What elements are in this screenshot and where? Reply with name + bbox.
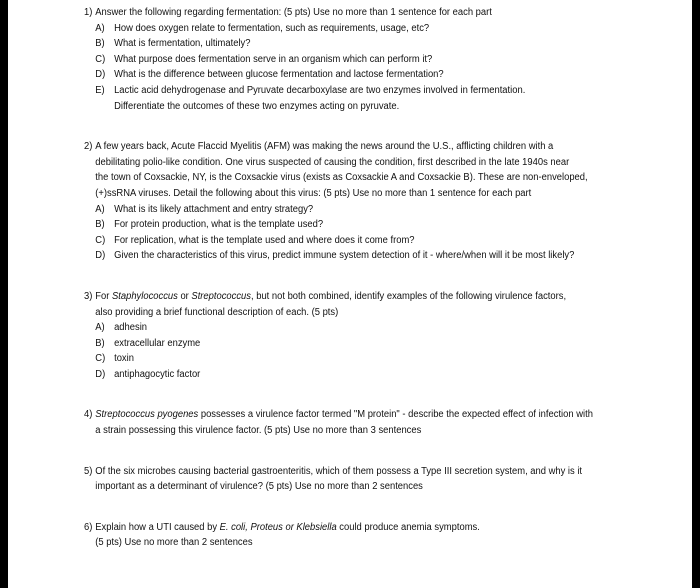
sub-item xyxy=(95,233,610,249)
question-sheet xyxy=(84,5,610,551)
sub-item-letter: D) xyxy=(95,368,106,380)
question-6-header xyxy=(84,520,610,551)
question-line xyxy=(95,520,610,536)
sub-item xyxy=(95,367,610,383)
question-prompt xyxy=(95,464,610,495)
sub-item-continuation: Differentiate the outcomes of these two enzymes acting on pyruvate. xyxy=(114,100,400,112)
question-text: could produce anemia symptoms. xyxy=(336,521,480,533)
sub-item-letter: B) xyxy=(95,337,105,349)
question-number: 6) xyxy=(84,521,93,533)
question-line: important as a determinant of virulence? (5 pts) Use no more than 2 sentences xyxy=(95,481,423,493)
sub-item-text: toxin xyxy=(114,353,134,365)
sub-item-letter: C) xyxy=(95,234,106,246)
question-line: the town of Coxsackie, NY, is the Coxsackie virus (exists as Coxsackie A and Coxsackie B). These are non-enveloped, xyxy=(95,172,588,184)
question-2-header xyxy=(84,139,610,201)
sub-item-letter: A) xyxy=(95,22,105,34)
question-text: possesses a virulence factor termed "M protein" - describe the expected effect of infection with xyxy=(198,409,593,421)
sub-item-letter: D) xyxy=(95,69,106,81)
question-5-header xyxy=(84,464,610,495)
question-line: Of the six microbes causing bacterial gastroenteritis, which of them possess a Type III secretion system, and why is it xyxy=(95,465,583,477)
organism-name: Streptococcus xyxy=(191,290,251,302)
sub-item-text: For replication, what is the template used and where does it come from? xyxy=(114,234,415,246)
question-6 xyxy=(84,520,610,551)
question-number: 3) xyxy=(84,290,93,302)
sub-item xyxy=(95,320,610,336)
question-1 xyxy=(84,5,610,114)
left-border-bar xyxy=(0,0,8,588)
sub-item xyxy=(95,67,610,83)
sub-item-letter: A) xyxy=(95,203,105,215)
question-number: 2) xyxy=(84,141,93,153)
question-line: (+)ssRNA viruses. Detail the following about this virus: (5 pts) Use no more than 1 sentence for each part xyxy=(95,187,532,199)
question-text: , but not both combined, identify examples of the following virulence factors, xyxy=(250,290,567,302)
sub-item-letter: C) xyxy=(95,353,106,365)
sub-item-letter: C) xyxy=(95,53,106,65)
question-line: also providing a brief functional description of each. (5 pts) xyxy=(95,306,339,318)
question-line xyxy=(95,289,610,305)
question-5 xyxy=(84,464,610,495)
sub-item-letter: E) xyxy=(95,84,105,96)
sub-item-text: extracellular enzyme xyxy=(114,337,201,349)
question-prompt xyxy=(95,520,610,551)
question-line: Answer the following regarding fermentation: (5 pts) Use no more than 1 sentence for each part xyxy=(95,7,492,18)
question-4-header xyxy=(84,407,610,438)
sub-item-text: For protein production, what is the template used? xyxy=(114,219,324,231)
sub-item xyxy=(95,351,610,367)
question-number: 1) xyxy=(84,7,93,18)
sub-item xyxy=(95,202,610,218)
question-line: A few years back, Acute Flaccid Myelitis (AFM) was making the news around the U.S., afflicting children with a xyxy=(95,141,554,153)
question-prompt xyxy=(95,5,610,21)
sub-item-text: What is fermentation, ultimately? xyxy=(114,38,251,50)
sub-item-text: What purpose does fermentation serve in an organism which can perform it? xyxy=(114,53,433,65)
question-2 xyxy=(84,139,610,264)
question-text: Explain how a UTI caused by xyxy=(95,521,220,533)
sub-item-text: How does oxygen relate to fermentation, such as requirements, usage, etc? xyxy=(114,22,430,34)
sub-item xyxy=(95,36,610,52)
sub-item-text: What is the difference between glucose fermentation and lactose fermentation? xyxy=(114,69,444,81)
organism-name: E. coli, Proteus or Klebsiella xyxy=(219,521,337,533)
sub-item xyxy=(95,217,610,233)
sub-item xyxy=(95,336,610,352)
sub-item-text: antiphagocytic factor xyxy=(114,368,201,380)
question-text: For xyxy=(95,290,112,302)
sub-item-letter: B) xyxy=(95,38,105,50)
sub-item-letter: B) xyxy=(95,219,105,231)
sub-item xyxy=(95,248,610,264)
sub-item-text: What is its likely attachment and entry strategy? xyxy=(114,203,314,215)
question-4 xyxy=(84,407,610,438)
sub-item xyxy=(95,83,610,99)
question-line: a strain possessing this virulence factor. (5 pts) Use no more than 3 sentences xyxy=(95,425,422,437)
sub-item-letter: A) xyxy=(95,322,105,334)
sub-item-text: Lactic acid dehydrogenase and Pyruvate decarboxylase are two enzymes involved in fermentation. xyxy=(114,84,526,96)
question-line: debilitating polio-like condition. One virus suspected of causing the condition, first described in the late 1940s near xyxy=(95,156,570,168)
question-line xyxy=(95,407,610,423)
sub-item-letter: D) xyxy=(95,250,106,262)
organism-name: Staphylococcus xyxy=(111,290,178,302)
question-text: or xyxy=(177,290,192,302)
question-number: 5) xyxy=(84,465,93,477)
sub-item xyxy=(95,21,610,37)
question-number: 4) xyxy=(84,409,93,421)
question-prompt xyxy=(95,139,610,201)
sub-item-text: adhesin xyxy=(114,322,148,334)
question-1-header xyxy=(84,5,610,21)
question-line: (5 pts) Use no more than 2 sentences xyxy=(95,537,253,549)
question-prompt xyxy=(95,289,610,320)
question-prompt xyxy=(95,407,610,438)
sub-item-text: Given the characteristics of this virus, predict immune system detection of it - where/when will it be most likely? xyxy=(114,250,575,262)
right-border-bar xyxy=(692,0,700,588)
organism-name: Streptococcus pyogenes xyxy=(95,409,199,421)
question-3-header xyxy=(84,289,610,320)
question-3 xyxy=(84,289,610,383)
sub-item xyxy=(95,52,610,68)
